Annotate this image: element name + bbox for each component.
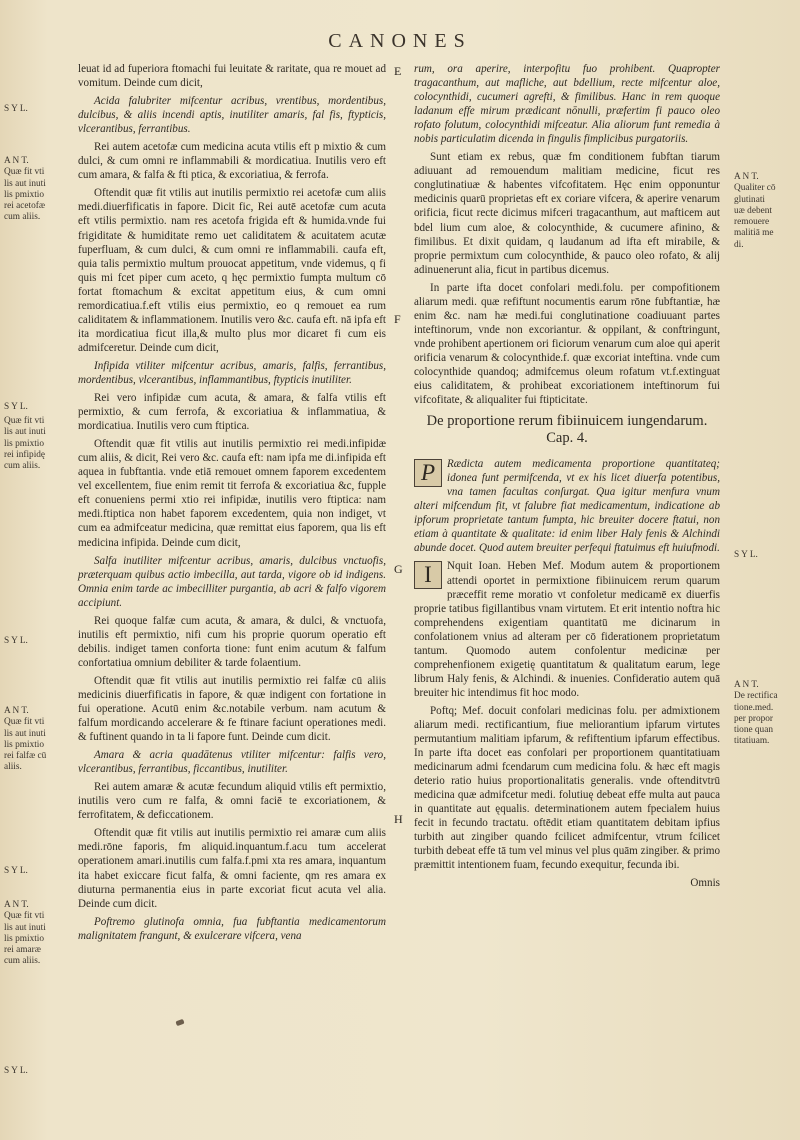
ink-smudge xyxy=(175,1019,184,1026)
canon-rule xyxy=(414,457,720,555)
paragraph-text: Nquit Ioan. Heben Mef. Modum autem & proportionem attendi oportet in permixtione fibiinuicem rerum quarum præceffit reme moratio vt confoletur medicamē ex diuerfis proprie tatibus figillantibus vnam virtutem. Et erit intentio noftra hic comprehendens exigentiam quantitatū me dicinarum in confolationem vnius ad alteram per cō fiderationem proprietatum tantum. Quomodo autem confolentur medicinæ per comprehenfionem exigetię quantitatum & qualitatum earum, lege librum Haly fenis, & Alchindi. & inuenies. Confideratio autem quā breuiter hic intendimus fit hoc modo. xyxy=(414,560,720,699)
paragraph: Rei quoque falfæ cum acuta, & amara, & dulci, & vnctuofa, inutilis eft permixtio, nifi cum his proprie quorum operatio eft debilis. indiget tamen conforta tione: funt enim acutum & falfum confortatiua omnium debiliter & tarde folaentium. xyxy=(78,614,386,669)
paragraph: Sunt etiam ex rebus, quæ fm conditionem fubftan tiarum adiuuant ad remouendum malitiam medicine, ficut res conglutinatiuæ & habentes vifcofitatem. Hęc enim opponuntur medicinis quarū proprietas eft ex coriare vifcera, & aperire venarum orificia, ficut recte dicimus mifceri tragacanthum, aut mafticem aut bdel lium cum aloe, & colocynthide, & cucumere afinino, & fimilibus. Et dixit quidam, q laudanum ad ifta eft mirabile, & proprie permixtum cum colocynthide, & pauco oleo rofato, & alij adinuenerunt alia, ficut in partibus dicemus. xyxy=(414,151,720,276)
drop-initial-i: I xyxy=(414,561,442,589)
canon-rule: rum, ora aperire, interpofitu fuo prohibent. Quapropter tragacanthum, aut mafliche, aut bdellium, recte mifcentur aloe, colocynthidi, cucumeri agrefti, & fimilibus. Hanc in rem quoque ladanum effe mirum prædicant nōnulli, præfertim fi pauco oleo rofato folutum, colocynthidi mifceatur. Alia aliorum funt remedia à nobis particulatim dicenda in fingulis fimplicibus purgatoriis. xyxy=(414,63,720,146)
margin-note: A N T. Quæ fit vti lis aut inuti lis pmixtio rei falfæ cū aliis. xyxy=(4,706,47,773)
canon-rule-text: Rædicta autem medicamenta proportione quantitateq; idonea funt permifcenda, vt ex his licet diuerfa potentibus, vna tamen facultas conſurgat. Qua igitur menfura vnum alteri mifcendum fit, vt falubre fiat medicamentum, indicatione ab ipforum proprietate tantum fumpta, hic breuiter docere ftatui, non etiam à quantitate & qualitate: id enim liber Haly fenis & Alchindi abunde docet. Quod autem breuiter perfequi ftatuimus eft huiufmodi. xyxy=(414,458,720,555)
commentary-paragraph: Oftendit quæ fit vtilis aut inutilis permixtio rei amaræ cum aliis medi.rōne faporis, fm aliquid.inquantum.f.acu tum accelerat operationem amari.inutilis cum falfa.f.pmi xta res amara, inquantum ita habet exiccare ficut falfa, & omni faciente, qm res amara ex diuturna permanentia eius in parte excoriat ficut acuta vel alia. Deinde cum dicit. xyxy=(78,827,386,910)
canon-rule: Infipida vtiliter mifcentur acribus, amaris, falfis, ferrantibus, mordentibus, vlcerantibus, inflammantibus, ftypticis inutiliter. xyxy=(78,359,386,386)
margin-note: A N T. Quæ fit vti lis aut inuti lis pmixtio rei amaræ cum aliis. xyxy=(4,900,46,967)
margin-label-syl: S Y L. xyxy=(4,104,28,114)
margin-label-syl: S Y L. xyxy=(4,636,28,646)
margin-note: A N T. Qualiter cō glutinati uæ debent remouere malitiā me di. xyxy=(734,172,776,250)
margin-label-syl: S Y L. xyxy=(734,550,758,560)
commentary-paragraph: Oftendit quæ fit vtilis aut inutilis permixtio rei falfæ cū aliis medicinis diuerfificatis in fapore, & quæ indigent con fortatione in fui operatione. Acutū enim &c.notabile verbum. nam acutum & falfum mordicando accelerare & fe ftinare faciunt operationes medi. & fuftinent quando in ta li fapore funt. Deinde cum dicit. xyxy=(78,674,386,744)
section-mark-h: H xyxy=(394,812,403,826)
margin-label-syl: S Y L. xyxy=(4,402,28,412)
section-mark-g: G xyxy=(394,562,403,576)
paragraph xyxy=(414,559,720,699)
drop-initial-p: P xyxy=(414,459,442,487)
margin-note: A N T. Quæ fit vti lis aut inuti lis pmixtio rei acetofæ cum aliis. xyxy=(4,156,46,223)
margin-label-syl: S Y L. xyxy=(4,1066,28,1076)
paragraph: Rei autem amaræ & acutæ fecundum aliquid vtilis eft permixtio, inutilis vero cum re falfa, & omni faciē te excoriationem, & ferrofitatem, & deficcationem. xyxy=(78,781,386,822)
left-text-column xyxy=(78,62,386,947)
commentary-paragraph: In parte ifta docet confolari medi.folu. per compofitionem aliarum medi. quæ refiftunt nocumentis earum rōne fubftantiæ, hæ enim &c. nam hæ medi.fui conglutinatione coadiuuant partes inteftinorum, vnde non excoriantur. & oppilant, & conftringunt, vnde prohibent apertionem ori ficiorum venarum cum aloe qui aperit orificia venarum & colocynthide.f. quæ excoriat inteftina. vnde cum colocynthide quandoq; admifcemus oleum rofatum vt.f.extinguat eius caliditatem, & prohibeat excoriationem inteftinorum fui vifcofitate, & aliqualiter fui ftipticitate. xyxy=(414,281,720,407)
commentary-paragraph: Poftq; Mef. docuit confolari medicinas folu. per admixtionem aliarum medi. rectificantium, fiue meliorantium ipfarum virtutes permutantium malitiam ipfarum, & refiftentium ipfarum effectibus. In parte ifta docet eas confolari per proportionem quantitatiuam medicinarum admi fcendarum cum medicina folu. & hæc eft magis deterio ratio huius proportionalitatis generalis. vnde oftenditvtrū medicina quæ admifcetur medi. folutiuę debeat effe multa aut pauca in quantitate aut ęqualis. determinationem autem fpecialem huius fecit in fecundo tractatu. oftēdit etiam quantitatem debitam ipfius turbith aut zingiber quando fcilicet admifcentur, vtrum fcilicet turbith debeat effe tā tum vel minus vel plus quām zingiber. & primo præmittit intentionem fuam, fecundo exequitur, fecunda ibi. xyxy=(414,704,720,872)
canon-rule: Salfa inutiliter mifcentur acribus, amaris, dulcibus vnctuofis, præterquam quibus actio imbecilla, aut tarda, vigore ob id indigens. Omnia enim tarde ac imbecilliter purgantia, ab acri & falfo vigorem accipiunt. xyxy=(78,554,386,609)
margin-label-syl: S Y L. xyxy=(4,866,28,876)
right-text-column xyxy=(414,62,720,891)
chapter-heading: De proportione rerum fibiinuicem iungendarum. Cap. 4. xyxy=(426,413,708,447)
catchword: Omnis xyxy=(690,877,720,890)
section-mark-f: F xyxy=(394,312,401,326)
margin-note: Quæ fit vti lis aut inuti lis pmixtio rei infipidę cum aliis. xyxy=(4,416,46,472)
canon-rule: Amara & acria quadātenus vtiliter mifcentur: falfis vero, vlcerantibus, ferrantibus, ficcantibus, inutiliter. xyxy=(78,749,386,776)
margin-note: A N T. De rectifica tione.med. per propor tione quan titatiuam. xyxy=(734,680,778,747)
paragraph: Rei vero infipidæ cum acuta, & amara, & falfa vtilis eft permixtio, & cum ferrofa, & excoriatiua & inflammatiua, & mordicatiua. Inutilis vero cum ftiptica. xyxy=(78,392,386,433)
running-header: CANONES xyxy=(328,30,472,52)
canon-rule: Acida falubriter mifcentur acribus, vrentibus, mordentibus, dulcibus, & aliis incendi aptis, inutiliter amaris, fal fis, ftypticis, vlcerantibus, ferrantibus. xyxy=(78,95,386,136)
canon-rule: Poftremo glutinofa omnia, fua fubftantia medicamentorum malignitatem frangunt, & exulcerare vifcera, vena xyxy=(78,915,386,942)
commentary-paragraph: Oftendit quæ fit vtilis aut inutilis permixtio rei medi.infipidæ cum aliis, & dicit, Rei vero &c. caufa eft: nam ipfa me di.infipida eft aquea in fubftantia. vnde etiā remouet omnem faporem excedentem vel excellentem, fiue enim remit tit ferrofa & excoriatiua &c, fupple eft conueniens permi xtio rei infipidæ, inutilis vero ftiptica: nam medi.ftiptica non habet faporem excedentem, quia non indiget, vt cum ea admifceatur medicina, quæ remittat eius faporem, qua lis eft medicina infipida. Deinde cum dicit, xyxy=(78,438,386,549)
commentary-paragraph: Oftendit quæ fit vtilis aut inutilis permixtio rei acetofæ cum aliis medi.diuerfificatis in fapore. Dicit fic, Rei autē acetofæ cum acuta eft vtilis permixtio. nam res acetofa frigida eft & humida.vnde fui frigiditate & humiditate remo uet caliditatem & acuitatem acutæ fuperfluam, & cum dulci, & cum omni re inflammabili. caufa eft, quia talis permixtio multum prouocat appetitum, vnde videmus, q fi quis mi fcet piper cum aceto, q hęc permixtio fumpta multum cō fortat ftomachum & excitat appetitum eius, & cum omni remordicatiua.f.eft vtilis eius permixtio, eo q remouet ea rum caliditatem & inflammationem. Inutilis vero &c. caufa eft. nā ipfa eft ita mordicatiua ficut illa,& multo plus mor dicaret fi cum eis admifceretur. Deinde cum dicit, xyxy=(78,187,386,354)
paragraph: leuat id ad fuperiora ftomachi fui leuitate & raritate, qua re mouet ad vomitum. Deinde cum dicit, xyxy=(78,63,386,90)
section-mark-e: E xyxy=(394,64,402,78)
paragraph: Rei autem acetofæ cum medicina acuta vtilis eft p mixtio & cum dulci, & cum omni re inflammabili & mordicatiua. Inutilis vero eft cum amara, & falfa & fti ptica, & excoriatiua, & ferrofa. xyxy=(78,141,386,182)
